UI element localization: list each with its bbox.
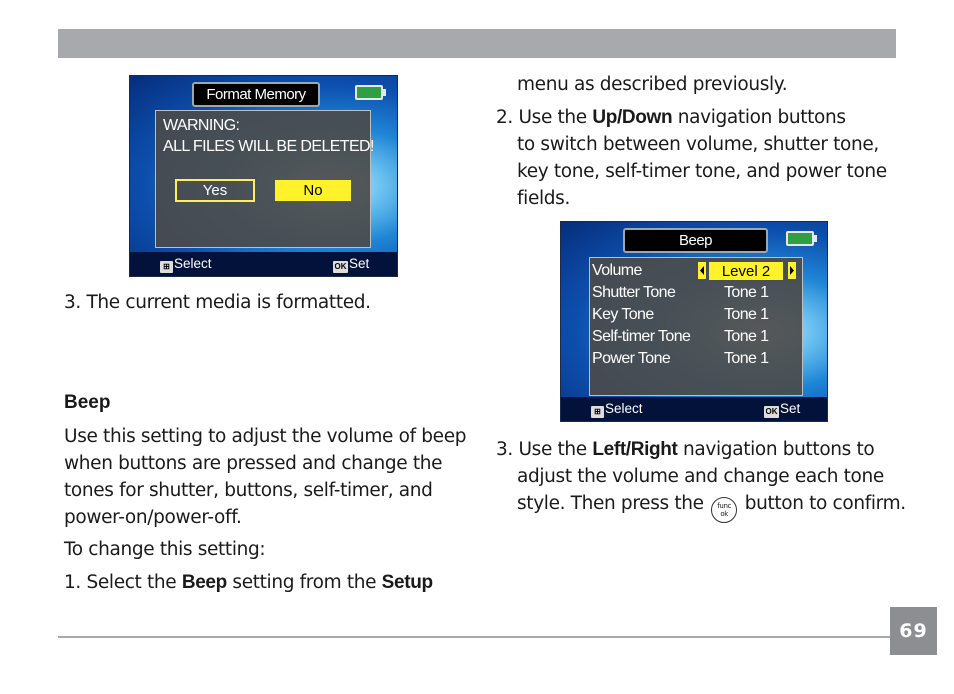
left-step-1 [64, 569, 433, 596]
screen-footer [130, 252, 397, 276]
footer-select [591, 401, 643, 418]
step2-line: fields. [517, 188, 570, 209]
footer-select [160, 256, 212, 273]
step3-line-2: adjust the volume and change each tone [517, 466, 884, 487]
step1-bold-beep: Beep [181, 572, 227, 593]
row-label-shutter-tone[interactable]: Shutter Tone [592, 284, 676, 301]
page-number: 69 [890, 607, 937, 655]
step1-text: 1. Select the [64, 572, 182, 593]
step3-bold: Left/Right [592, 439, 678, 460]
row-label-self-timer-tone[interactable]: Self-timer Tone [592, 328, 691, 345]
beep-menu-screenshot [560, 221, 828, 422]
row-label-volume[interactable]: Volume [592, 262, 642, 279]
section-heading-beep: Beep [64, 392, 111, 413]
right-continued: menu as described previously. [517, 74, 788, 95]
footer-select-label: Select [174, 256, 212, 271]
ok-icon: OK [765, 407, 778, 416]
step2-bold: Up/Down [592, 107, 673, 128]
ok-icon: OK [334, 262, 347, 271]
footer-set-label: Set [780, 401, 801, 416]
row-value-power-tone[interactable]: Tone 1 [724, 350, 769, 367]
step1-bold-setup: Setup [381, 572, 433, 593]
desc-line: tones for shutter, buttons, self-timer, and [64, 480, 433, 501]
battery-icon [786, 231, 814, 246]
arrow-left-icon[interactable] [698, 262, 706, 279]
step3-text: 3. Use the [496, 439, 593, 460]
func-ok-button-icon [711, 497, 737, 523]
ok-icon-label: ok [720, 510, 728, 518]
step3-line-3 [496, 490, 906, 523]
right-step-2 [496, 104, 887, 212]
step2-text: 2. Use the [496, 107, 593, 128]
step1-text-mid: setting from the [226, 572, 382, 593]
desc-line: Use this setting to adjust the volume of beep [64, 426, 467, 447]
footer-rule [58, 636, 890, 638]
format-memory-screenshot [129, 75, 398, 277]
step3-line3-pre: style. Then press the [517, 493, 710, 514]
step3-text-post: navigation buttons to [677, 439, 875, 460]
row-value-key-tone[interactable]: Tone 1 [724, 306, 769, 323]
step3-line3-post: button to confirm. [739, 493, 906, 514]
warning-line-1: WARNING: [163, 117, 240, 134]
right-step-3 [496, 436, 906, 523]
footer-set-label: Set [349, 256, 370, 271]
menu-icon: ⊞ [591, 406, 604, 418]
footer-set [333, 256, 369, 273]
row-value-self-timer-tone[interactable]: Tone 1 [724, 328, 769, 345]
step2-line: to switch between volume, shutter tone, [517, 134, 879, 155]
beep-description [64, 423, 466, 531]
header-bar [58, 29, 896, 58]
step3-line-1 [496, 436, 906, 463]
footer-set [764, 401, 800, 418]
yes-button[interactable]: Yes [175, 179, 255, 202]
no-button[interactable]: No [275, 180, 351, 201]
step2-line-1 [496, 104, 887, 131]
volume-value[interactable]: Level 2 [709, 262, 783, 280]
desc-line: when buttons are pressed and change the [64, 453, 443, 474]
func-icon-label: func [717, 502, 732, 510]
warning-line-2: ALL FILES WILL BE DELETED! [163, 138, 374, 155]
row-label-power-tone[interactable]: Power Tone [592, 350, 671, 367]
desc-line: power-on/power-off. [64, 507, 242, 528]
screen-title: Format Memory [192, 82, 320, 107]
menu-icon: ⊞ [160, 261, 173, 273]
battery-icon [355, 85, 383, 100]
screen-footer [561, 397, 827, 421]
step2-line: key tone, self-timer tone, and power tone [517, 161, 887, 182]
row-label-key-tone[interactable]: Key Tone [592, 306, 654, 323]
arrow-right-icon[interactable] [788, 262, 796, 279]
footer-select-label: Select [605, 401, 643, 416]
to-change-label: To change this setting: [64, 539, 266, 560]
step2-text-post: navigation buttons [672, 107, 846, 128]
left-step-3: 3. The current media is formatted. [64, 292, 371, 313]
row-value-shutter-tone[interactable]: Tone 1 [724, 284, 769, 301]
screen-title: Beep [623, 228, 768, 253]
